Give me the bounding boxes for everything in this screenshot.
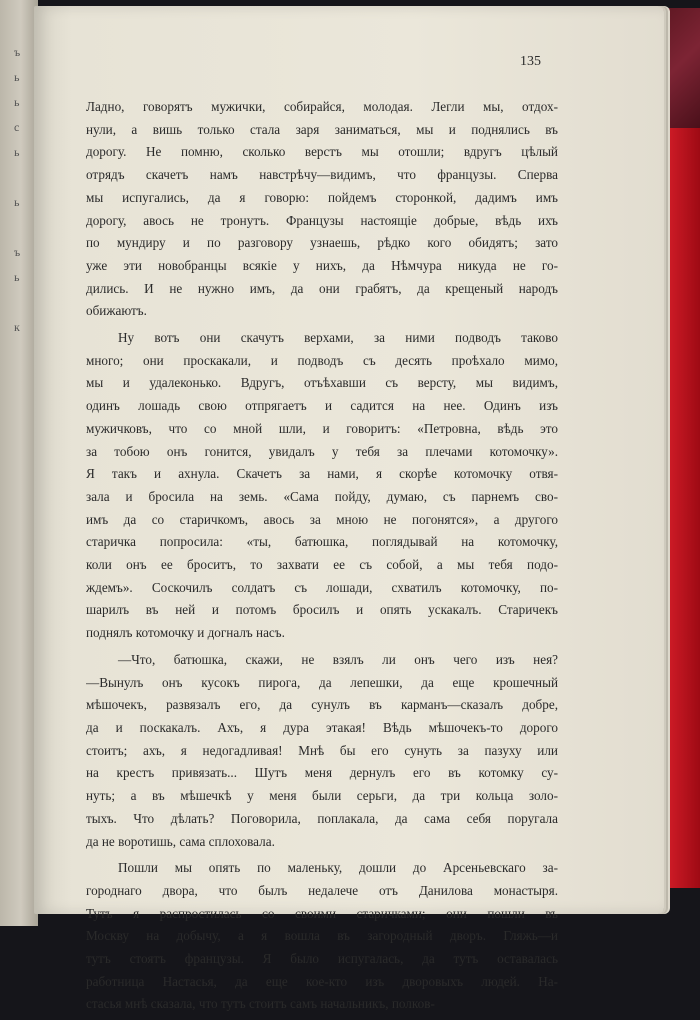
left-page-fragment: ь xyxy=(14,145,21,159)
paragraph xyxy=(86,857,558,1016)
text-line: много; они проскакали, и подводъ съ десять проѣхало мимо, xyxy=(86,352,558,368)
left-page-fragment xyxy=(14,165,36,190)
text-line: дорогу, авось не тронутъ. Французы настоящіе добрые, вѣдь ихъ xyxy=(86,212,558,228)
page-number: 135 xyxy=(520,54,541,69)
text-line: Тутъ я распростилась со своими старичками; они пошли въ xyxy=(86,905,558,921)
text-line: по мундиру и по разговору узнаешь, рѣдко кого обидятъ; зато xyxy=(86,235,558,251)
text-line: тутъ стоятъ французы. Я было испугалась, да тутъ оставалась xyxy=(86,951,558,967)
paragraph xyxy=(86,96,558,323)
text-line: ждемъ». Соскочилъ солдатъ съ лошади, схватилъ котомочку, по- xyxy=(86,579,558,595)
left-page-fragment: ь xyxy=(14,270,21,284)
text-line: на крестъ привязать... Шутъ меня дернулъ его въ котомку су- xyxy=(86,765,558,781)
text-line: нули, а вишь только стала заря заниматься, мы и поднялись въ xyxy=(86,121,558,137)
paragraph xyxy=(86,649,558,853)
left-page-fragment xyxy=(14,340,36,365)
page-body-text xyxy=(86,96,558,1020)
left-page-fragment: ь xyxy=(14,195,21,209)
text-line: поднялъ котомочку и догналъ насъ. xyxy=(86,625,285,641)
text-line: работница Настасья, да еще кое-кто изъ дворовыхъ людей. На- xyxy=(86,973,558,989)
text-line: мы и удалеконько. Вдругъ, отъѣхавши съ версту, мы видимъ, xyxy=(86,375,558,391)
book-page xyxy=(34,6,664,1012)
left-page-fragment xyxy=(14,290,36,315)
left-page-text-fragments xyxy=(14,40,36,390)
text-line: мужичковъ, что со мной шли, и говоритъ: «Петровна, вѣдь это xyxy=(86,420,558,436)
text-line: Ладно, говорятъ мужички, собирайся, молодая. Легли мы, отдох- xyxy=(86,99,558,114)
paragraph xyxy=(86,327,558,645)
left-page-fragment: с xyxy=(14,120,21,134)
text-line: —Что, батюшка, скажи, не взялъ ли онъ чего изъ нея? xyxy=(118,651,558,667)
left-page-fragment: к xyxy=(14,320,21,334)
text-line: мѣшочекъ, развязалъ его, да сунулъ въ карманъ—сказалъ добре, xyxy=(86,697,558,713)
text-line: да и поскакалъ. Ахъ, я дура этакая! Вѣдь мѣшочекъ-то дорого xyxy=(86,719,558,735)
text-line: за тобою онъ гонится, увидалъ у тебя за плечами котомочку». xyxy=(86,443,558,459)
left-page-edge xyxy=(0,0,38,926)
text-line: Москву на добычу, а я вошла въ загородный дворъ. Гляжь—и xyxy=(86,928,558,944)
text-line: Пошли мы опять по маленьку, дошли до Арсеньевскаго за- xyxy=(118,860,558,876)
text-line: стоитъ; ахъ, я недогадливая! Мнѣ бы его сунуть за пазуху или xyxy=(86,742,558,758)
text-line: отрядъ скачетъ намъ навстрѣчу—видимъ, что французы. Сперва xyxy=(86,167,558,183)
text-line: нуть; а въ мѣшечкѣ у меня были серьги, да три кольца золо- xyxy=(86,788,558,804)
text-line: городнаго двора, что былъ недалече отъ Данилова монастыря. xyxy=(86,882,558,898)
text-line: стасья мнѣ сказала, что тутъ стоитъ самъ начальникъ, полков- xyxy=(86,996,435,1012)
left-page-fragment: ь xyxy=(14,95,21,109)
text-line: старичка попросила: «ты, батюшка, поглядывай на котомочку, xyxy=(86,534,558,550)
left-page-fragment xyxy=(14,365,36,390)
text-line: дились. И не нужно имъ, да они грабятъ, да крещеный народъ xyxy=(86,280,558,296)
left-page-fragment: ь xyxy=(14,70,21,84)
left-page-fragment: ъ xyxy=(14,245,22,259)
text-line: дорогу. Не помню, сколько верстъ мы отошли; вдругъ цѣлый xyxy=(86,144,558,160)
text-line: уже эти новобранцы всякіе у нихъ, да Нѣмчура никуда не го- xyxy=(86,257,558,273)
text-line: зала и бросила на земь. «Сама пойду, думаю, съ парнемъ сво- xyxy=(86,488,558,504)
text-line: имъ да со старичкомъ, авось за мною не погонятся», а другого xyxy=(86,511,558,527)
text-line: Я такъ и ахнула. Скачетъ за нами, я скорѣе котомочку отвя- xyxy=(86,466,558,482)
text-line: обижаютъ. xyxy=(86,303,147,319)
left-page-fragment xyxy=(14,215,36,240)
text-line: Ну вотъ они скачутъ верхами, за ними подводъ таково xyxy=(118,330,558,346)
text-line: шарилъ въ ней и потомъ бросилъ и опять ускакалъ. Старичекъ xyxy=(86,602,558,618)
left-page-fragment: ъ xyxy=(14,45,22,59)
text-line: коли онъ ее броситъ, то захвати ее съ собой, а мы тебя подо- xyxy=(86,557,558,573)
text-line: одинъ лошадь свою отпрягаетъ и садится на нее. Одинъ изъ xyxy=(86,398,558,414)
text-line: да не воротишь, сама сплоховала. xyxy=(86,833,275,849)
text-line: мы испугались, да я говорю: пойдемъ сторонкой, дадимъ имъ xyxy=(86,189,558,205)
text-line: —Вынулъ онъ кусокъ пирога, да лепешки, да еще крошечный xyxy=(86,674,558,690)
text-line: тыхъ. Что дѣлать? Поговорила, поплакала, да сама себя поругала xyxy=(86,810,558,826)
